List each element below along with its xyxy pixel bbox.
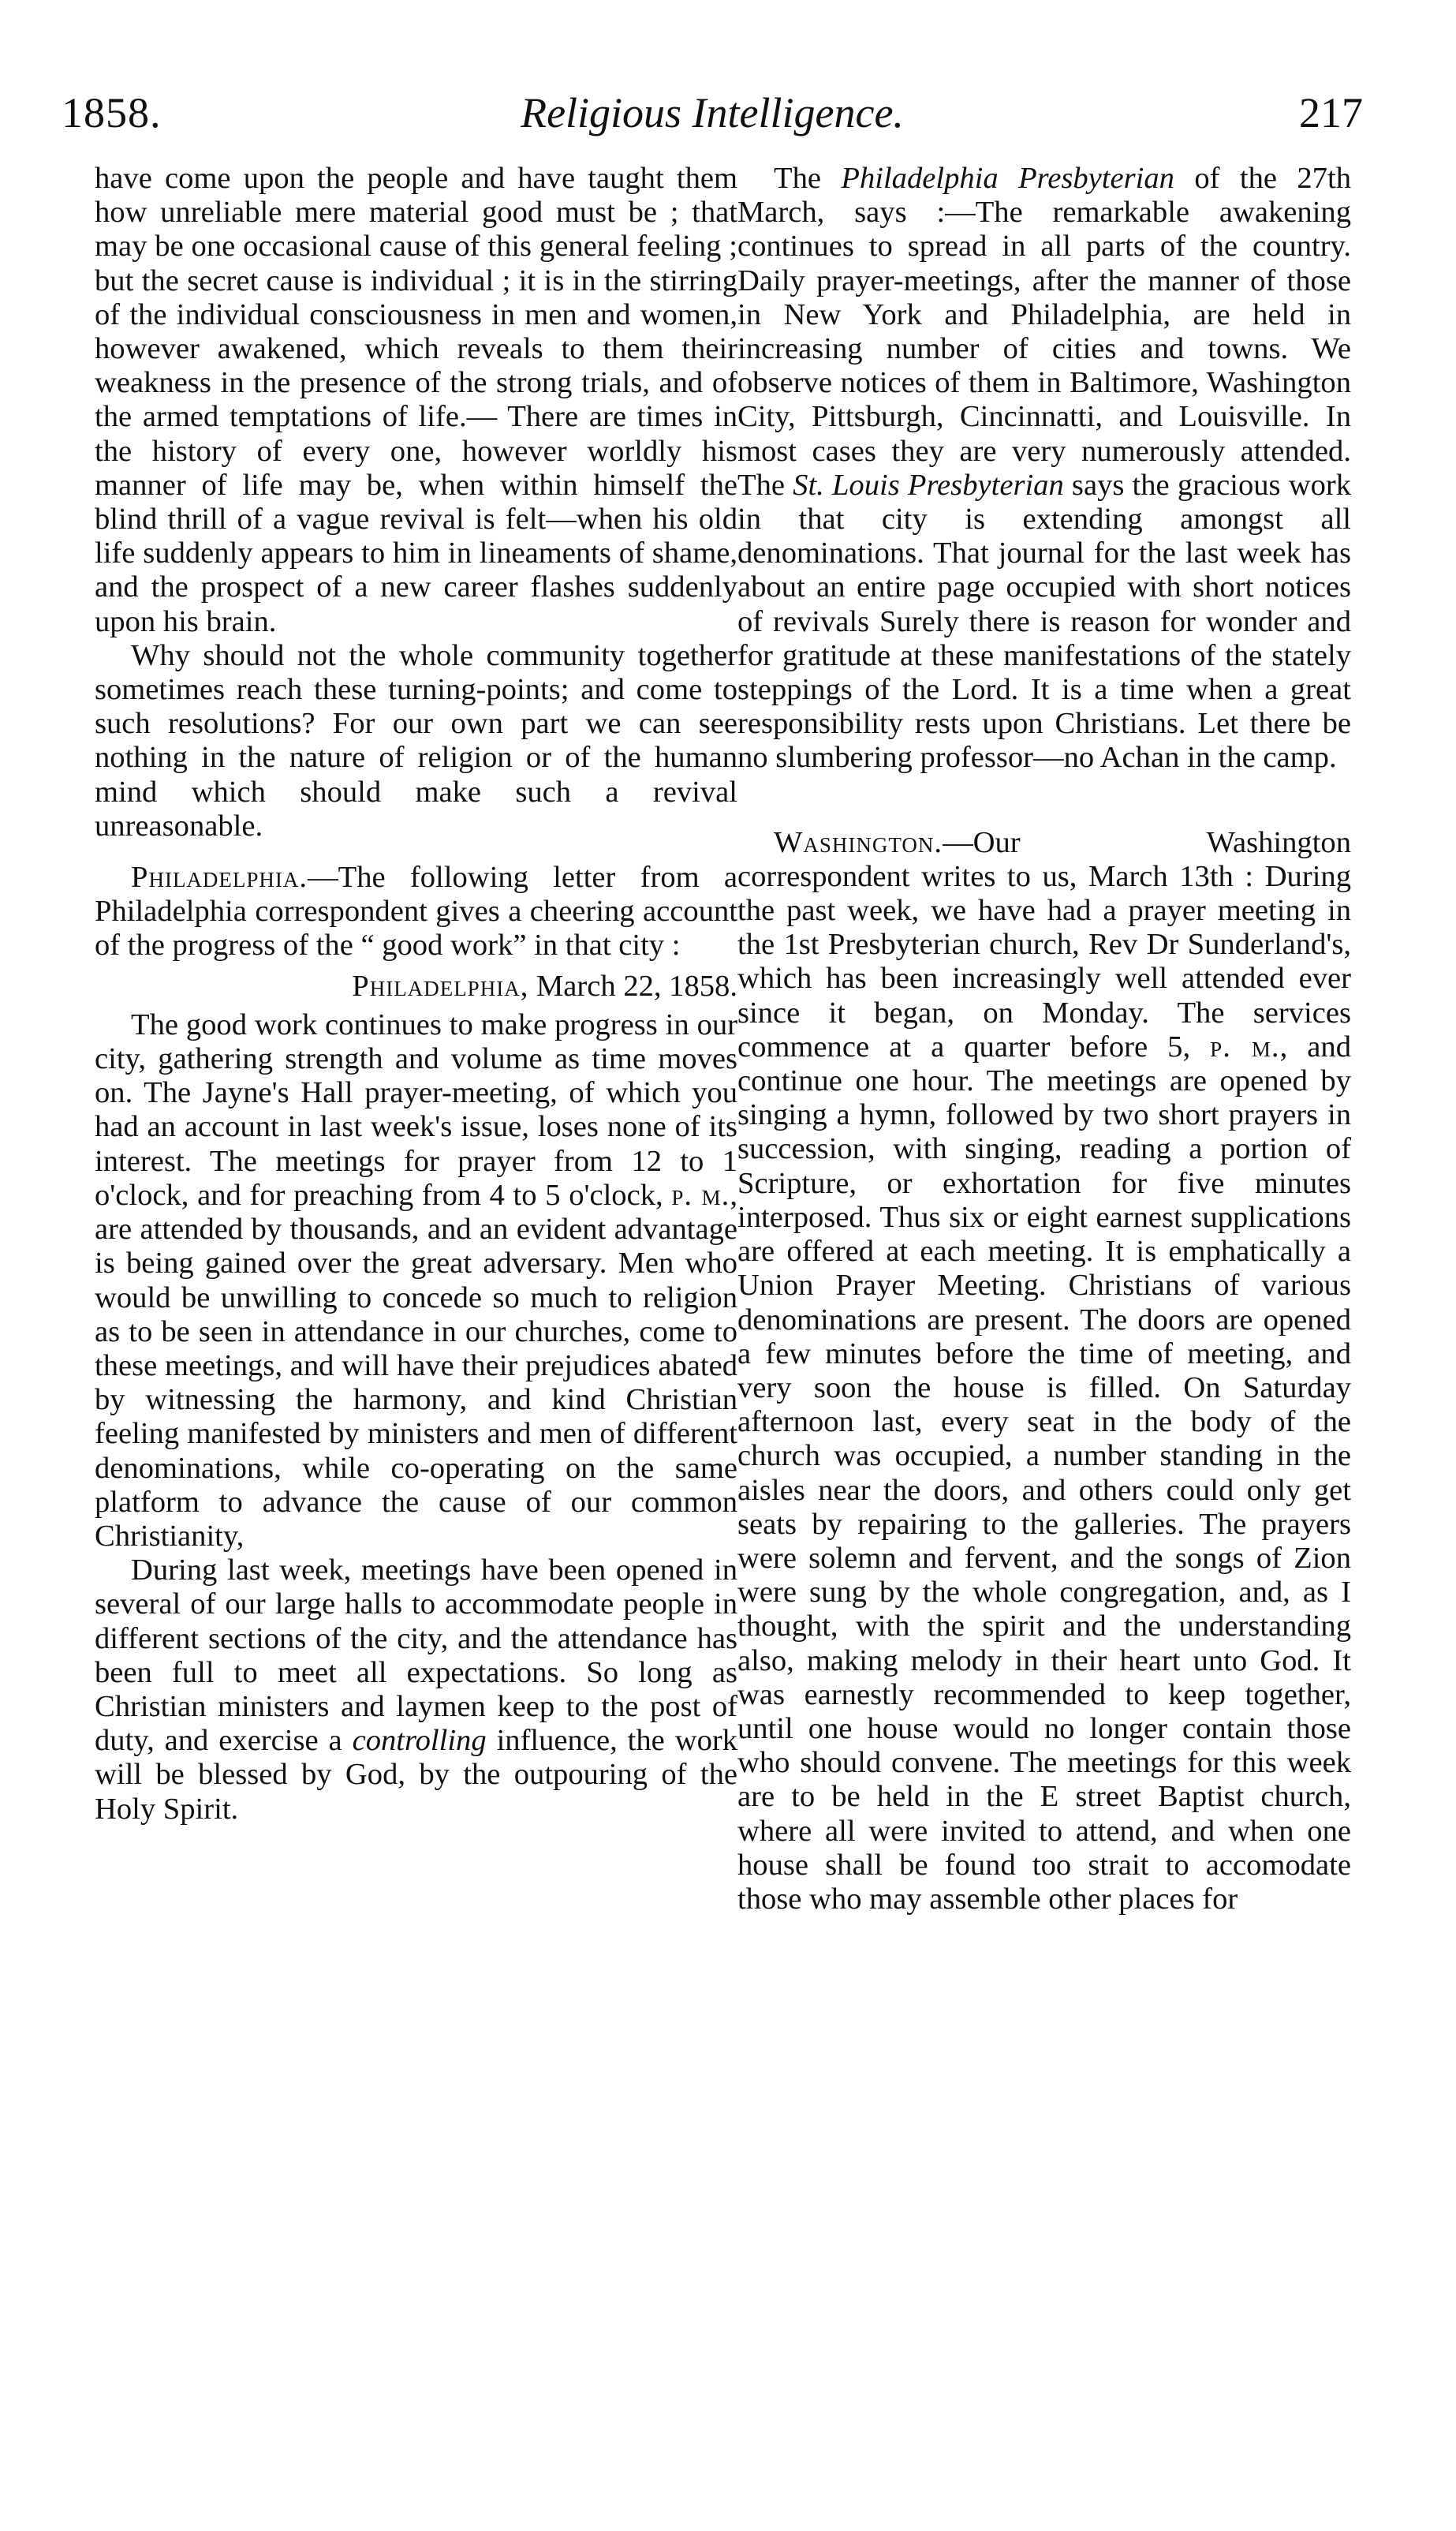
header-year: 1858.	[62, 89, 162, 136]
right-paragraph-1-part-c: says the gracious work in that city is extending amongst all denominations. That journal for the last week has about an entire page occupied with short notices of revivals Surely there is reason for wonder and for gratitude at these manifestations of the stately steppings of the Lord. It is a time when a great responsibility rests upon Christians. Let there be no slumbering professor—no Achan in the camp.	[737, 468, 1351, 775]
left-paragraph-4-part-b: , are attended by thousands, and an evident advantage is being gained over the great adversary. Men who would be unwilling to concede so much to religion as to be seen in attendance in our churches, come to these meetings, and will have their prejudices abated by witnessing the harmony, and kind Christian feeling manifested by ministers and men of different denominations, while co-operating on the same platform to advance the cause of our common Christianity,	[95, 1178, 737, 1553]
time-abbrev-pm: p. m.	[671, 1178, 730, 1212]
left-paragraph-5-part-a: During last week, meetings have been opened in several of our large halls to accommodate people in different sections of the city, and the attendance has been full to meet all expectations. So long as Christian ministers and laymen keep to the post of duty, and exercise a	[95, 1553, 737, 1758]
page-header	[62, 88, 1363, 151]
philadelphia-heading: Philadelphia.	[131, 861, 308, 895]
washington-heading: Washington.	[774, 825, 943, 859]
left-paragraph-4	[95, 1008, 737, 1553]
washington-report	[737, 826, 1351, 1917]
page-number: 217	[1299, 89, 1363, 136]
right-column	[737, 162, 1351, 1916]
left-paragraph-4-part-a: The good work continues to make progress in our city, gathering strength and volume as time moves on. The Jayne's Hall prayer-meeting, of which you had an account in last week's issue, loses none of its interest. The meetings for prayer from 12 to 1 o'clock, and for preaching from 4 to 5 o'clock,	[95, 1008, 737, 1212]
left-paragraph-1: have come upon the people and have taught them how unreliable mere material good must be ; that may be one occasional cause of this general feeling ; but the secret cause is individual ; it is in the stirring of the individual consciousness in men and women, however awakened, which reveals to them their weakness in the presence of the strong trials, and of the armed temptations of life.— There are times in the history of every one, however worldly his manner of life may be, when within himself the blind thrill of a vague revival is felt—when his old life suddenly appears to him in lineaments of shame, and the prospect of a new career flashes suddenly upon his brain.	[95, 162, 737, 638]
dateline-date: March 22, 1858.	[528, 969, 737, 1003]
washington-report-part-a: —Our Washington correspondent writes to us, March 13th : During the past week, we have had a prayer meeting in the 1st Presbyterian church, Rev Dr Sunderland's, which has been increasingly well attended ever since it began, on Monday. The services commence at a quarter before 5,	[737, 825, 1351, 1064]
italic-controlling: controlling	[352, 1724, 487, 1758]
philadelphia-dateline	[95, 970, 737, 1004]
left-paragraph-2: Why should not the whole community together sometimes reach these turning-points; and come to such resolutions? For our own part we can see nothing in the nature of religion or of the human mind which should make such a revival unreasonable.	[95, 638, 737, 843]
philadelphia-intro	[95, 861, 737, 963]
dateline-place: Philadelphia,	[352, 969, 529, 1003]
italic-philadelphia-presbyterian: Philadelphia Presbyterian	[841, 162, 1174, 195]
washington-report-part-b: , and continue one hour. The meetings are opened by singing a hymn, followed by two short prayers in succession, with singing, reading a portion of Scripture, or exhortation for five minutes interposed. Thus six or eight earnest supplications are offered at each meeting. It is emphatically a Union Prayer Meeting. Christians of various denominations are present. The doors are opened a few minutes before the time of meeting, and very soon the house is filled. On Saturday afternoon last, every seat in the body of the church was occupied, a number standing in the aisles near the doors, and others could only get seats by repairing to the galleries. The prayers were solemn and fervent, and the songs of Zion were sung by the whole congregation, and, as I thought, with the spirit and the understanding also, making melody in their heart unto God. It was earnestly recommended to keep together, until one house would no longer contain those who should convene. The meetings for this week are to be held in the E street Baptist church, where all were invited to attend, and when one house shall be found too strait to accomodate those who may assemble other places for	[737, 1030, 1351, 1916]
italic-st-louis-presbyterian: St. Louis Presbyterian	[793, 468, 1064, 502]
right-paragraph-1-part-b: of the 27th March, says :—The remarkable awakening continues to spread in all parts of the country. Daily prayer-meetings, after the manner of those in New York and Philadelphia, are held in increasing number of cities and towns. We observe notices of them in Baltimore, Washington City, Pittsburgh, Cincinnatti, and Louisville. In most cases they are very numerously attended. The	[737, 162, 1351, 502]
left-paragraph-5	[95, 1553, 737, 1826]
left-column	[95, 162, 737, 1826]
time-abbrev-pm-2: p. m.	[1210, 1030, 1280, 1064]
right-paragraph-1-part-a: The	[774, 162, 842, 195]
header-title: Religious Intelligence.	[521, 89, 904, 136]
left-paragraph-5-part-b: influence, the work will be blessed by God, by the outpouring of the Holy Spirit.	[95, 1724, 737, 1826]
philadelphia-intro-text: —The following letter from a Philadelphia correspondent gives a cheering account of the progress of the “ good work” in that city :	[95, 861, 737, 963]
right-paragraph-1	[737, 162, 1351, 776]
